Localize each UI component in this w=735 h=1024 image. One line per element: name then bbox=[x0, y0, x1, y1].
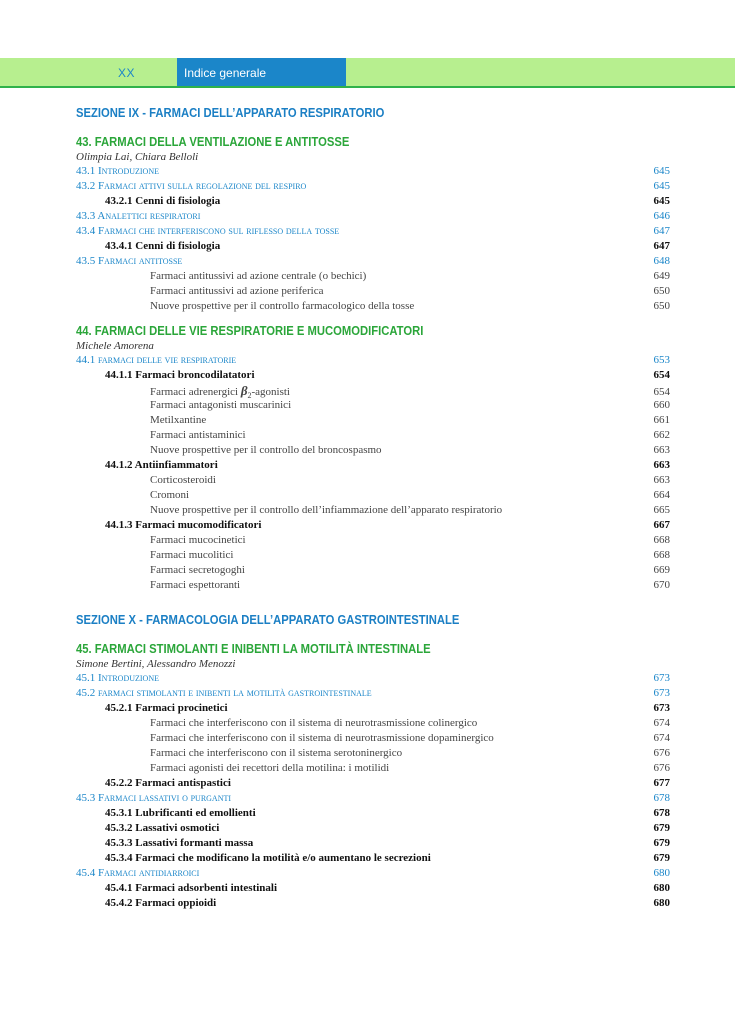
toc-entry-title: Farmaci che interferiscono con il sistema serotoninergico bbox=[150, 747, 403, 759]
toc-entry-l1[interactable] bbox=[76, 164, 670, 179]
toc-page-number: 680 bbox=[653, 867, 670, 879]
toc-page-number: 668 bbox=[653, 534, 670, 546]
toc-entry-l3[interactable] bbox=[76, 383, 670, 401]
toc-entry-title bbox=[76, 224, 339, 239]
toc-entry-l1[interactable] bbox=[76, 353, 670, 368]
toc-page-number: 650 bbox=[653, 300, 670, 312]
toc-entry-label: Introduzione bbox=[98, 165, 159, 177]
toc-entry-label: farmaci delle vie respiratorie bbox=[98, 354, 237, 366]
toc-page-number: 674 bbox=[653, 717, 670, 729]
toc-page-number: 653 bbox=[653, 354, 670, 366]
toc-entry-number: 43.4 bbox=[76, 225, 96, 237]
toc-entry-title: Farmaci antitussivi ad azione centrale (o bechici) bbox=[150, 270, 367, 282]
toc-page-number: 677 bbox=[653, 777, 670, 789]
toc-entry-l1[interactable] bbox=[76, 686, 670, 701]
toc-entry-number: 43.3 bbox=[76, 210, 96, 222]
toc-entry-l2[interactable] bbox=[76, 239, 670, 254]
toc-entry-l3[interactable] bbox=[76, 488, 670, 503]
toc-entry-l3[interactable] bbox=[76, 284, 670, 299]
toc-entry-l3[interactable] bbox=[76, 428, 670, 443]
beta-subscript: 2 bbox=[247, 391, 252, 401]
toc-page-number: 680 bbox=[653, 897, 670, 909]
toc-entry-title: Nuove prospettive per il controllo dell’infiammazione dell’apparato respiratorio bbox=[150, 504, 503, 516]
toc-page-number: 648 bbox=[653, 255, 670, 267]
toc-entry-title bbox=[76, 353, 236, 368]
toc-page-number: 678 bbox=[653, 792, 670, 804]
toc-page-number: 645 bbox=[653, 180, 670, 192]
toc-entry-l2[interactable] bbox=[76, 821, 670, 836]
toc-entry-title: Farmaci agonisti dei recettori della motilina: i motilidi bbox=[150, 762, 390, 774]
toc-page-number: 679 bbox=[653, 822, 670, 834]
toc-entry-label: Farmaci antitosse bbox=[98, 255, 183, 267]
toc-entry-title: 43.4.1 Cenni di fisiologia bbox=[105, 240, 221, 252]
toc-entry-l2[interactable] bbox=[76, 896, 670, 911]
chapter-authors: Olimpia Lai, Chiara Belloli bbox=[76, 151, 199, 163]
toc-entry-l2[interactable] bbox=[76, 806, 670, 821]
toc-page-number: 664 bbox=[653, 489, 670, 501]
toc-page-number: 654 bbox=[653, 386, 670, 398]
toc-page-number: 650 bbox=[653, 285, 670, 297]
toc-page-number: 645 bbox=[653, 165, 670, 177]
toc-entry-label: Introduzione bbox=[98, 672, 159, 684]
chapter-heading: 45. FARMACI STIMOLANTI E INIBENTI LA MOTILITÀ INTESTINALE bbox=[76, 642, 431, 656]
toc-entry-l3[interactable] bbox=[76, 578, 670, 593]
toc-entry-l1[interactable] bbox=[76, 671, 670, 686]
toc-entry-title: 43.2.1 Cenni di fisiologia bbox=[105, 195, 221, 207]
toc-page-number: 663 bbox=[653, 474, 670, 486]
toc-page-number: 669 bbox=[653, 564, 670, 576]
toc-entry-title bbox=[76, 671, 159, 686]
section-heading: SEZIONE IX - FARMACI DELL’APPARATO RESPIRATORIO bbox=[76, 106, 385, 120]
toc-entry-title bbox=[76, 179, 306, 194]
toc-page-number: 665 bbox=[653, 504, 670, 516]
toc-entry-l3[interactable] bbox=[76, 503, 670, 518]
toc-entry-title bbox=[76, 686, 372, 701]
header-rule bbox=[0, 86, 735, 88]
toc-entry-title: 45.3.4 Farmaci che modificano la motilità e/o aumentano le secrezioni bbox=[105, 852, 431, 864]
toc-entry-label: Farmaci lassativi o purganti bbox=[98, 792, 232, 804]
toc-entry-l1[interactable] bbox=[76, 209, 670, 224]
toc-entry-title: Corticosteroidi bbox=[150, 474, 216, 486]
toc-entry-title: 45.2.2 Farmaci antispastici bbox=[105, 777, 231, 789]
toc-page-number: 673 bbox=[653, 687, 670, 699]
toc-page-number: 662 bbox=[653, 429, 670, 441]
toc-entry-number: 45.1 bbox=[76, 672, 96, 684]
toc-entry-number: 45.4 bbox=[76, 867, 96, 879]
toc-entry-l2[interactable] bbox=[76, 881, 670, 896]
toc-page-number: 678 bbox=[653, 807, 670, 819]
toc-page-number: 670 bbox=[653, 579, 670, 591]
toc-entry-l3[interactable] bbox=[76, 473, 670, 488]
toc-entry-l3[interactable] bbox=[76, 443, 670, 458]
toc-entry-title: 45.3.2 Lassativi osmotici bbox=[105, 822, 220, 834]
toc-entry-l3[interactable] bbox=[76, 533, 670, 548]
chapter-authors: Michele Amorena bbox=[76, 340, 154, 352]
toc-entry-title: Farmaci antagonisti muscarinici bbox=[150, 399, 292, 411]
toc-entry-label-pre: Farmaci adrenergici bbox=[150, 386, 241, 398]
toc-entry-number: 43.5 bbox=[76, 255, 96, 267]
toc-entry-title: 45.3.1 Lubrificanti ed emollienti bbox=[105, 807, 256, 819]
toc-entry-l3[interactable] bbox=[76, 731, 670, 746]
toc-entry-title bbox=[76, 791, 231, 806]
toc-entry-title bbox=[76, 209, 200, 224]
toc-entry-l1[interactable] bbox=[76, 254, 670, 269]
toc-page-number: 647 bbox=[653, 225, 670, 237]
toc-entry-number: 44.1 bbox=[76, 354, 96, 366]
toc-entry-number: 43.1 bbox=[76, 165, 96, 177]
toc-entry-title: Metilxantine bbox=[150, 414, 207, 426]
toc-entry-l3[interactable] bbox=[76, 563, 670, 578]
toc-page-number: 660 bbox=[653, 399, 670, 411]
toc-entry-title: Farmaci espettoranti bbox=[150, 579, 241, 591]
toc-page-number: 676 bbox=[653, 747, 670, 759]
toc-page-number: 680 bbox=[653, 882, 670, 894]
beta-symbol: β bbox=[240, 383, 248, 398]
toc-entry-l3[interactable] bbox=[76, 746, 670, 761]
toc-entry-number: 43.2 bbox=[76, 180, 96, 192]
toc-page-number: 679 bbox=[653, 852, 670, 864]
toc-page-number: 668 bbox=[653, 549, 670, 561]
toc-entry-title: Cromoni bbox=[150, 489, 190, 501]
toc-entry-label-post: -agonisti bbox=[251, 386, 290, 398]
toc-page-number: 647 bbox=[653, 240, 670, 252]
chapter-authors: Simone Bertini, Alessandro Menozzi bbox=[76, 658, 236, 670]
toc-entry-title: 44.1.1 Farmaci broncodilatatori bbox=[105, 369, 255, 381]
toc-entry-label: Farmaci attivi sulla regolazione del respiro bbox=[98, 180, 307, 192]
toc-entry-l1[interactable] bbox=[76, 179, 670, 194]
toc-entry-label: Farmaci che interferiscono sul riflesso della tosse bbox=[98, 225, 340, 237]
toc-entry-title: 45.4.1 Farmaci adsorbenti intestinali bbox=[105, 882, 278, 894]
toc-entry-title bbox=[76, 164, 159, 179]
toc-entry-title: 45.3.3 Lassativi formanti massa bbox=[105, 837, 254, 849]
toc-page-number: 654 bbox=[653, 369, 670, 381]
toc-entry-l2[interactable] bbox=[76, 701, 670, 716]
page-header bbox=[0, 58, 735, 88]
toc-entry-l1[interactable] bbox=[76, 866, 670, 881]
toc-page-number: 673 bbox=[653, 702, 670, 714]
toc-entry-title: Farmaci mucolitici bbox=[150, 549, 234, 561]
toc-entry-l2[interactable] bbox=[76, 851, 670, 866]
header-left-band bbox=[0, 58, 177, 88]
toc-entry-title: Farmaci che interferiscono con il sistema di neurotrasmissione colinergico bbox=[150, 717, 478, 729]
toc-entry-l1[interactable] bbox=[76, 224, 670, 239]
toc-entry-label: farmaci stimolanti e inibenti la motilità gastrointestinale bbox=[98, 687, 372, 699]
toc-entry-l2[interactable] bbox=[76, 368, 670, 383]
toc-entry-number: 45.3 bbox=[76, 792, 96, 804]
toc-entry-title: Farmaci secretogoghi bbox=[150, 564, 245, 576]
toc-entry-title: 45.4.2 Farmaci oppioidi bbox=[105, 897, 217, 909]
toc-entry-title: Farmaci mucocinetici bbox=[150, 534, 246, 546]
toc-entry-title: 45.2.1 Farmaci procinetici bbox=[105, 702, 228, 714]
page-number: XX bbox=[118, 66, 136, 80]
header-title: Indice generale bbox=[184, 66, 267, 80]
toc-page-number: 674 bbox=[653, 732, 670, 744]
toc-entry-l1[interactable] bbox=[76, 791, 670, 806]
toc-page-number: 676 bbox=[653, 762, 670, 774]
toc-page-number: 661 bbox=[653, 414, 670, 426]
toc-entry-l3[interactable] bbox=[76, 269, 670, 284]
toc-entry-l2[interactable] bbox=[76, 518, 670, 533]
chapter-heading: 43. FARMACI DELLA VENTILAZIONE E ANTITOSSE bbox=[76, 135, 350, 149]
header-right-band bbox=[346, 58, 735, 88]
toc-entry-title: Farmaci antitussivi ad azione periferica bbox=[150, 285, 324, 297]
toc-entry-l3[interactable] bbox=[76, 548, 670, 563]
toc-page-number: 649 bbox=[653, 270, 670, 282]
toc-entry-l2[interactable] bbox=[76, 836, 670, 851]
toc-page-number: 679 bbox=[653, 837, 670, 849]
toc-page-number: 673 bbox=[653, 672, 670, 684]
toc-page-number: 645 bbox=[653, 195, 670, 207]
toc-entry-title bbox=[76, 866, 199, 881]
toc-entry-title: Nuove prospettive per il controllo farmacologico della tosse bbox=[150, 300, 415, 312]
toc-page-number: 663 bbox=[653, 459, 670, 471]
toc-entry-label: Analettici respiratori bbox=[97, 210, 201, 222]
section-heading: SEZIONE X - FARMACOLOGIA DELL’APPARATO GASTROINTESTINALE bbox=[76, 613, 460, 627]
toc-entry-title: Farmaci che interferiscono con il sistema di neurotrasmissione dopaminergico bbox=[150, 732, 494, 744]
toc-entry-title: Farmaci antistaminici bbox=[150, 429, 246, 441]
toc-entry-title bbox=[76, 254, 182, 269]
table-of-contents bbox=[76, 106, 670, 911]
toc-page-number: 667 bbox=[653, 519, 670, 531]
toc-entry-l3[interactable] bbox=[76, 716, 670, 731]
toc-entry-number: 45.2 bbox=[76, 687, 96, 699]
toc-entry-l3[interactable] bbox=[76, 413, 670, 428]
toc-entry-l3[interactable] bbox=[76, 761, 670, 776]
toc-page-number: 663 bbox=[653, 444, 670, 456]
toc-entry-title: Nuove prospettive per il controllo del broncospasmo bbox=[150, 444, 382, 456]
toc-entry-l2[interactable] bbox=[76, 458, 670, 473]
toc-entry-l3[interactable] bbox=[76, 299, 670, 314]
toc-entry-l3[interactable] bbox=[76, 398, 670, 413]
toc-entry-label: Farmaci antidiarroici bbox=[98, 867, 200, 879]
toc-entry-l2[interactable] bbox=[76, 194, 670, 209]
chapter-heading: 44. FARMACI DELLE VIE RESPIRATORIE E MUCOMODIFICATORI bbox=[76, 324, 424, 338]
toc-entry-title: 44.1.2 Antiinfiammatori bbox=[105, 459, 218, 471]
toc-page-number: 646 bbox=[653, 210, 670, 222]
toc-entry-title: 44.1.3 Farmaci mucomodificatori bbox=[105, 519, 262, 531]
toc-entry-l2[interactable] bbox=[76, 776, 670, 791]
